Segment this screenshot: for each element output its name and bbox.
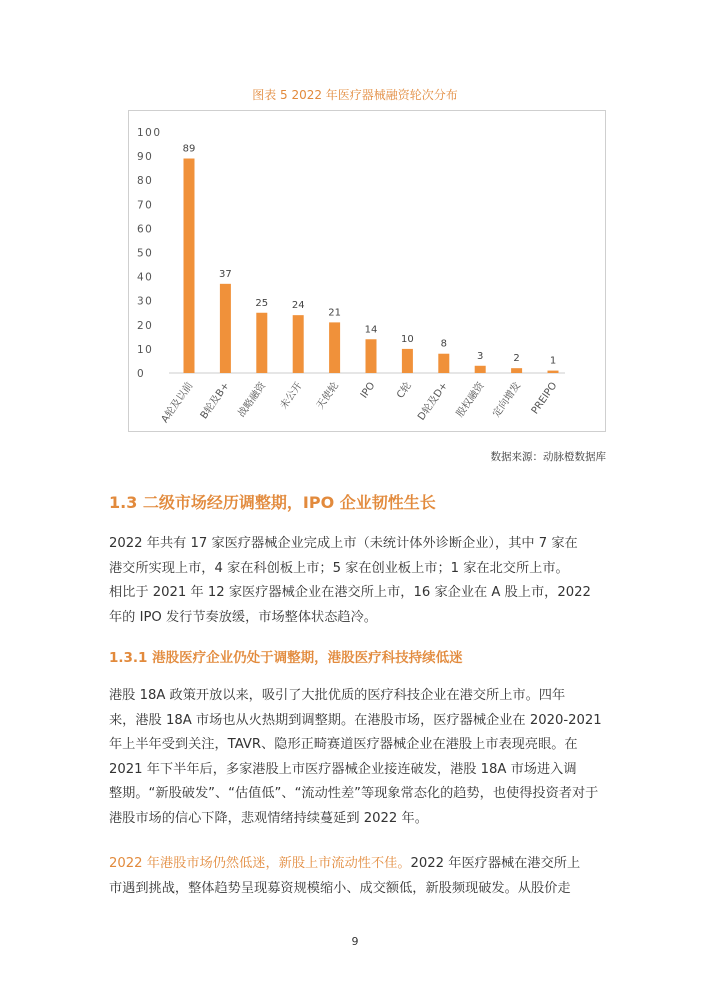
y-tick-label: 30 xyxy=(137,295,154,308)
bar-value-label: 1 xyxy=(549,355,557,367)
bar-value-label: 3 xyxy=(477,350,484,362)
category-label: 天使轮 xyxy=(314,380,342,412)
y-tick-label: 60 xyxy=(137,223,154,236)
paragraph-line: 港股市场的信心下降，悲观情绪持续蔓延到 2022 年。 xyxy=(109,810,428,826)
bar xyxy=(475,366,486,373)
category-label: 未公开 xyxy=(278,380,305,412)
bar xyxy=(220,284,231,373)
y-tick-label: 10 xyxy=(137,343,154,356)
bar xyxy=(511,368,522,373)
bar xyxy=(366,339,377,373)
category-label: B轮及B+ xyxy=(198,380,232,422)
bar-value-label: 2 xyxy=(513,353,520,365)
paragraph-line: 市遇到挑战，整体趋势呈现募资规模缩小、成交额低，新股频现破发。从股价走 xyxy=(109,880,571,896)
y-tick-label: 0 xyxy=(137,368,146,380)
bar-value-label: 14 xyxy=(364,324,378,336)
bar xyxy=(293,315,304,373)
paragraph-line: 年上半年受到关注，TAVR、隐形正畸赛道医疗器械企业在港股上市表现亮眼。在 xyxy=(109,737,578,752)
y-tick-label: 40 xyxy=(137,271,154,284)
category-label: C轮 xyxy=(395,380,414,401)
bar-value-label: 10 xyxy=(401,333,414,345)
paragraph-line: 来，港股 18A 市场也从火热期到调整期。在港股市场，医疗器械企业在 2020-2021 xyxy=(109,712,602,728)
category-label: 股权融资 xyxy=(454,380,487,420)
bar-value-label: 21 xyxy=(328,307,341,319)
bar xyxy=(548,371,559,373)
highlight-text: 2022 年港股市场仍然低迷，新股上市流动性不佳。 xyxy=(109,856,411,871)
category-label: IPO xyxy=(358,380,378,401)
paragraph-line: 港交所实现上市，4 家在科创板上市；5 家在创业板上市；1 家在北交所上市。 xyxy=(109,560,569,576)
y-tick-label: 80 xyxy=(137,175,154,188)
figure-caption: 图表 5 2022 年医疗器械融资轮次分布 xyxy=(252,88,458,102)
section-paragraph xyxy=(109,532,605,630)
paragraph-text: 2022 年医疗器械在港交所上 xyxy=(410,856,581,871)
bar-value-label: 8 xyxy=(440,338,447,350)
category-label: 战略融资 xyxy=(236,380,269,420)
y-tick-label: 50 xyxy=(137,247,154,260)
category-label: PREIPO xyxy=(529,380,560,417)
highlight-paragraph xyxy=(109,852,605,901)
bar-value-label: 24 xyxy=(291,300,305,312)
category-label: 定向增发 xyxy=(491,380,524,420)
paragraph-line: 年的 IPO 发行节奏放缓，市场整体状态趋冷。 xyxy=(109,609,377,625)
page-number: 9 xyxy=(351,935,359,948)
bar xyxy=(402,349,413,373)
paragraph-line: 港股 18A 政策开放以来，吸引了大批优质的医疗科技企业在港交所上市。四年 xyxy=(109,688,566,703)
section-heading: 1.3 二级市场经历调整期，IPO 企业韧性生长 xyxy=(109,493,436,512)
paragraph-line: 2021 年下半年后，多家港股上市医疗器械企业接连破发，港股 18A 市场进入调 xyxy=(109,761,577,777)
bar xyxy=(256,313,267,373)
y-tick-label: 70 xyxy=(137,199,154,212)
y-tick-label: 90 xyxy=(137,151,154,164)
category-label: A轮及以前 xyxy=(159,380,196,426)
bar-value-label: 89 xyxy=(182,143,196,155)
subsection-paragraph xyxy=(109,684,605,831)
bar xyxy=(184,159,195,373)
bar-chart-svg xyxy=(129,111,605,431)
bar-chart xyxy=(128,110,606,432)
y-tick-label: 100 xyxy=(137,127,162,139)
data-source-note: 数据来源：动脉橙数据库 xyxy=(490,451,606,463)
bar-value-label: 25 xyxy=(255,297,269,309)
paragraph-line xyxy=(109,852,605,877)
bar xyxy=(438,354,449,373)
y-tick-label: 20 xyxy=(137,319,154,332)
paragraph-line: 2022 年共有 17 家医疗器械企业完成上市（未统计体外诊断企业），其中 7 家在 xyxy=(109,536,578,551)
category-label: D轮及D+ xyxy=(416,380,451,423)
bar xyxy=(329,322,340,373)
subsection-heading: 1.3.1 港股医疗企业仍处于调整期，港股医疗科技持续低迷 xyxy=(109,650,463,666)
bar-value-label: 37 xyxy=(219,268,232,280)
paragraph-line: 整期。“新股破发”、“估值低”、“流动性差”等现象常态化的趋势，也使得投资者对于 xyxy=(109,786,599,801)
paragraph-line: 相比于 2021 年 12 家医疗器械企业在港交所上市，16 家企业在 A 股上市，2022 xyxy=(109,585,591,600)
